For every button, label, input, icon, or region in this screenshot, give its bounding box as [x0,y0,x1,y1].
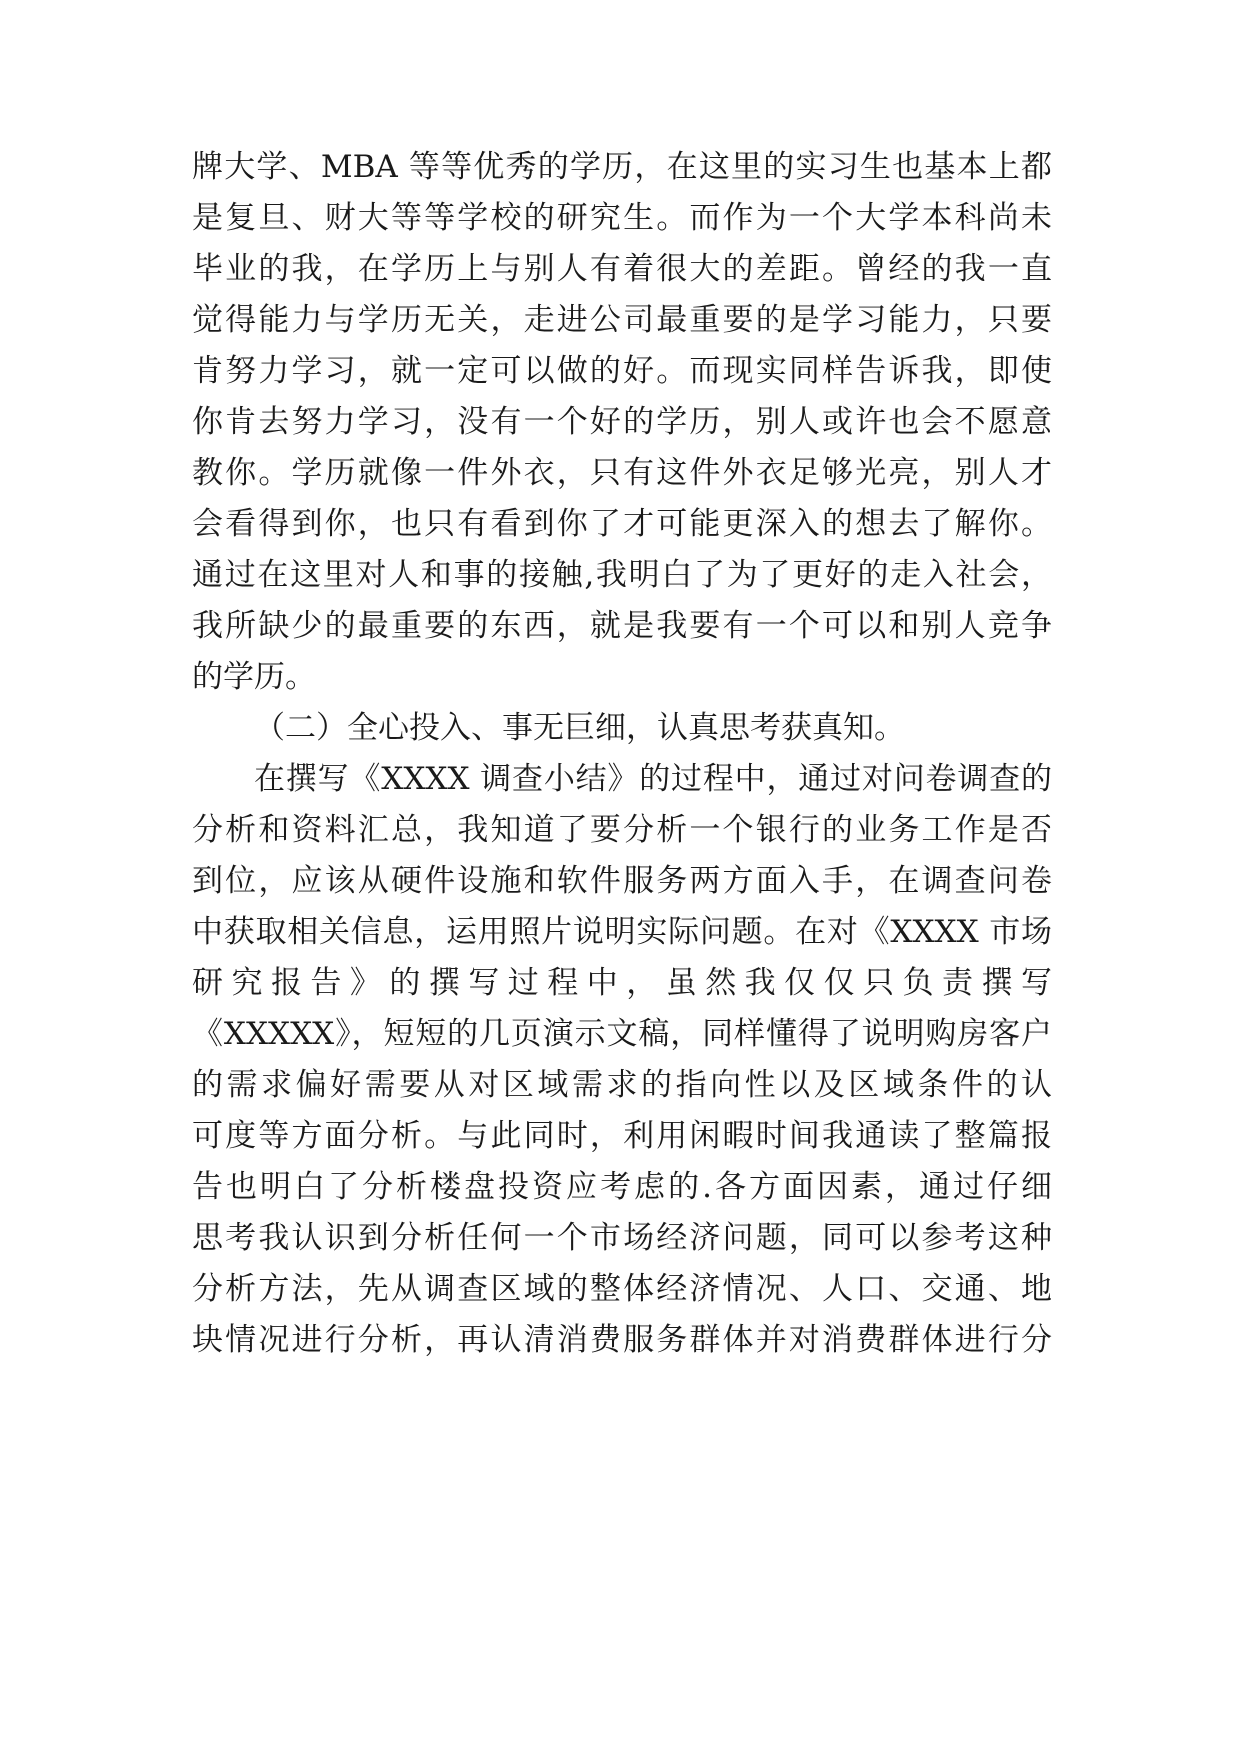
paragraph-line: 肯努力学习，就一定可以做的好。而现实同样告诉我，即使 [192,353,1052,389]
paragraph-line: 告也明白了分析楼盘投资应考虑的.各方面因素，通过仔细 [192,1169,1052,1205]
paragraph-line: 教你。学历就像一件外衣，只有这件外衣足够光亮，别人才 [192,455,1052,491]
paragraph-line: 通过在这里对人和事的接触,我明白了为了更好的走入社会， [192,557,1052,593]
paragraph-line: 在撰写《XXXX 调查小结》的过程中，通过对问卷调查的 [254,761,1052,797]
paragraph-line: 牌大学、MBA 等等优秀的学历，在这里的实习生也基本上都 [192,149,1052,185]
paragraph-line: 中获取相关信息，运用照片说明实际问题。在对《XXXX 市场 [192,914,1052,950]
paragraph-line: 会看得到你，也只有看到你了才可能更深入的想去了解你。 [192,506,1052,542]
paragraph-line: 研究报告》的撰写过程中，虽然我仅仅只负责撰写 [192,965,1052,1001]
paragraph-line: 的学历。 [192,659,316,695]
paragraph-line: 我所缺少的最重要的东西，就是我要有一个可以和别人竞争 [192,608,1052,644]
paragraph-line: 块情况进行分析，再认清消费服务群体并对消费群体进行分 [192,1322,1052,1358]
paragraph-line: 分析方法，先从调查区域的整体经济情况、人口、交通、地 [192,1271,1052,1307]
paragraph-line: 分析和资料汇总，我知道了要分析一个银行的业务工作是否 [192,812,1052,848]
paragraph-line: 是复旦、财大等等学校的研究生。而作为一个大学本科尚未 [192,200,1052,236]
paragraph-line: 觉得能力与学历无关，走进公司最重要的是学习能力，只要 [192,302,1052,338]
paragraph-line: 可度等方面分析。与此同时，利用闲暇时间我通读了整篇报 [192,1118,1052,1154]
paragraph-line: 《XXXXX》，短短的几页演示文稿，同样懂得了说明购房客户 [192,1016,1052,1052]
section-heading: （二）全心投入、事无巨细，认真思考获真知。 [254,710,905,746]
paragraph-line: 你肯去努力学习，没有一个好的学历，别人或许也会不愿意 [192,404,1052,440]
paragraph-line: 到位，应该从硬件设施和软件服务两方面入手，在调查问卷 [192,863,1052,899]
paragraph-line: 的需求偏好需要从对区域需求的指向性以及区域条件的认 [192,1067,1052,1103]
paragraph-line: 思考我认识到分析任何一个市场经济问题，同可以参考这种 [192,1220,1052,1256]
paragraph-line: 毕业的我，在学历上与别人有着很大的差距。曾经的我一直 [192,251,1052,287]
